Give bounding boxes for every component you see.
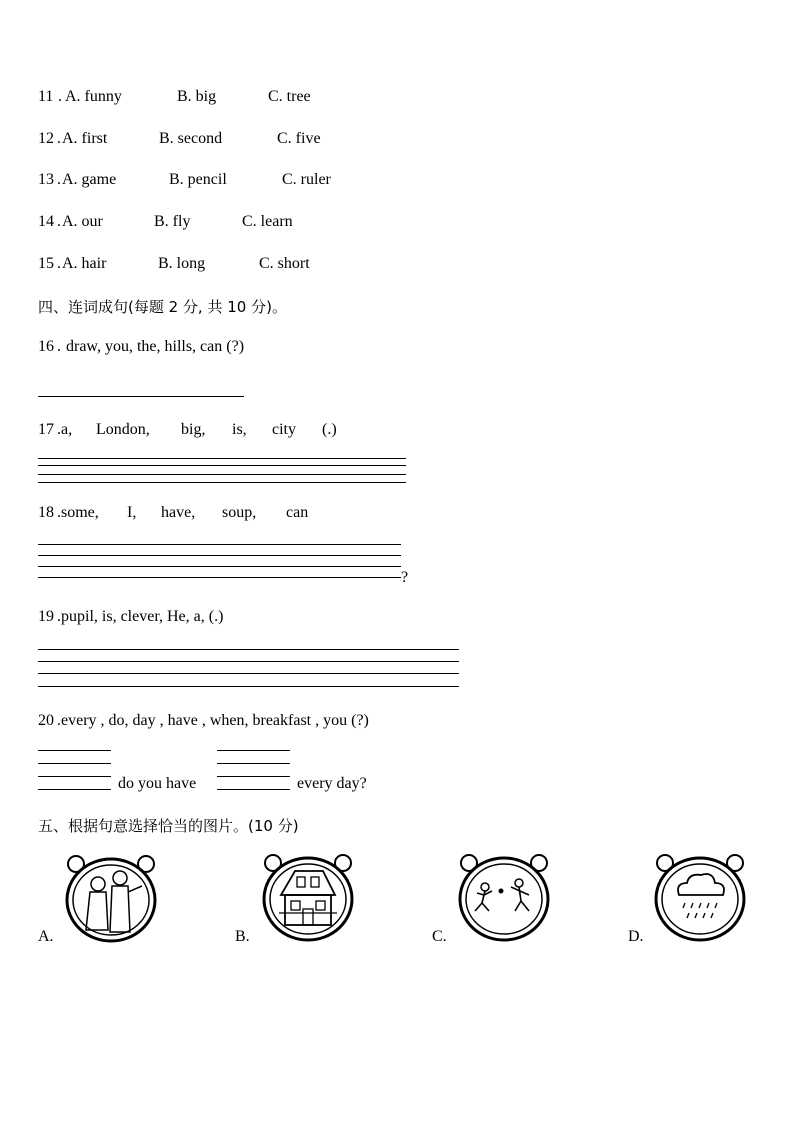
option-c: C. five: [277, 130, 321, 147]
word: I,: [127, 504, 137, 521]
people-icon: [62, 852, 160, 944]
option-label: D.: [628, 928, 644, 945]
option-b: B. fly: [154, 213, 191, 230]
rain-cloud-icon: [651, 851, 749, 943]
house-icon: [259, 851, 357, 943]
question-number: 19: [38, 608, 54, 625]
option-b: B. second: [159, 130, 223, 147]
word: soup,: [222, 504, 257, 521]
question-number: 13: [38, 171, 54, 188]
option-a: A. hair: [62, 255, 107, 272]
question-text: pupil, is, clever, He, a, (.): [61, 608, 224, 625]
option-a: A. funny: [65, 88, 122, 105]
question-text: every , do, day , have , when, breakfast , you (?): [61, 712, 369, 729]
word: have,: [161, 504, 196, 521]
question-number: 16: [38, 338, 54, 355]
word: can: [286, 504, 309, 521]
sentence-middle: do you have: [118, 775, 197, 792]
section-4-title: 四、连词成句(每题 2 分, 共 10 分)。: [38, 298, 287, 316]
question-number: 12: [38, 130, 54, 147]
word: city: [272, 421, 296, 438]
option-c: C. tree: [268, 88, 311, 105]
option-label: B.: [235, 928, 250, 945]
question-mark: ?: [401, 569, 409, 586]
question-number: 20: [38, 712, 54, 729]
word: some,: [61, 504, 99, 521]
question-number: 17: [38, 421, 54, 438]
sentence-tail: every day?: [297, 775, 367, 792]
word: a,: [61, 421, 73, 438]
option-b: B. pencil: [169, 171, 227, 188]
question-number: 14: [38, 213, 54, 230]
word: London,: [96, 421, 150, 438]
option-b: B. long: [158, 255, 206, 272]
option-c: C. learn: [242, 213, 293, 230]
word: is,: [232, 421, 247, 438]
question-number: 11: [38, 88, 54, 105]
option-c: C. short: [259, 255, 310, 272]
kids-playing-icon: [455, 851, 553, 943]
option-label: A.: [38, 928, 54, 945]
section-5-title: 五、根据句意选择恰当的图片。(10 分): [38, 817, 299, 835]
option-a: A. game: [62, 171, 117, 188]
question-text: draw, you, the, hills, can (?): [66, 338, 245, 355]
question-number: 18: [38, 504, 54, 521]
option-a: A. our: [62, 213, 103, 230]
answer-line[interactable]: [38, 396, 244, 397]
option-label: C.: [432, 928, 447, 945]
question-number: 15: [38, 255, 54, 272]
word: big,: [181, 421, 206, 438]
option-a: A. first: [62, 130, 108, 147]
word: (.): [322, 421, 337, 438]
option-b: B. big: [177, 88, 217, 105]
option-c: C. ruler: [282, 171, 331, 188]
